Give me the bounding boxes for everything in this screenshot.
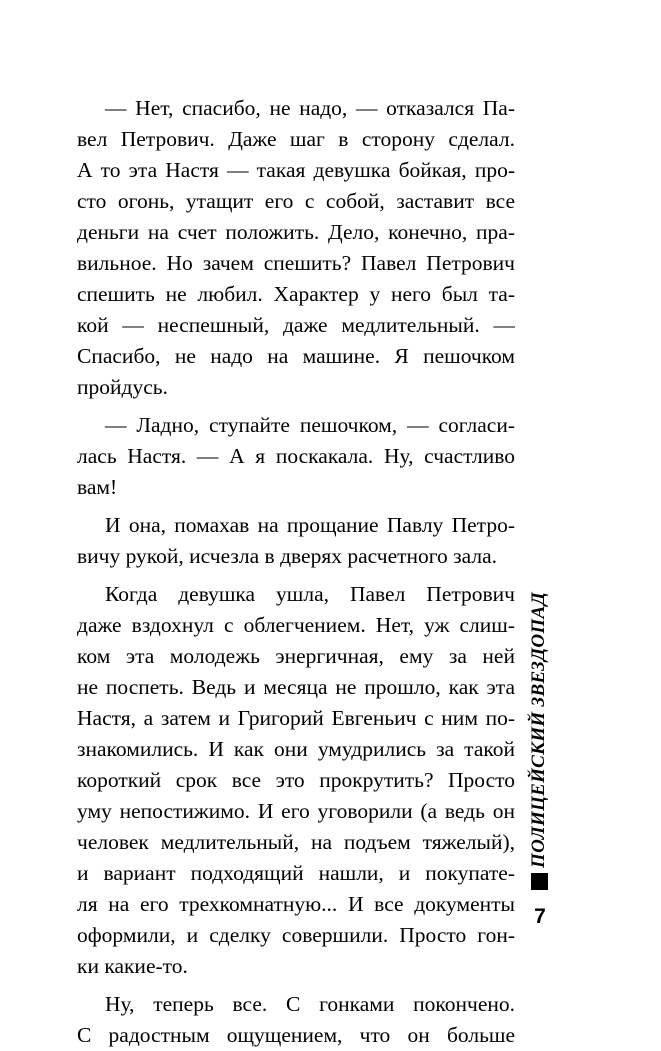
text-line: ком эта молодежь энергичная, ему за ней [77, 644, 515, 668]
text-line: сто огонь, утащит его с собой, заставит все [77, 189, 515, 213]
text-line: не поспеть. Ведь и месяца не прошло, как эта [77, 675, 515, 699]
text-line: кой — неспешный, даже медлительный. — [77, 313, 515, 337]
text-line: даже вздохнул с облегчением. Нет, уж слиш- [77, 613, 515, 637]
text-line: и вариант подходящий нашли, и покупате- [77, 861, 515, 885]
body-text [77, 93, 515, 1051]
text-line: И она, помахав на прощание Павлу Петро- [105, 513, 515, 537]
text-line: — Нет, спасибо, не надо, — отказался Па- [105, 96, 515, 120]
text-line: вам! [77, 475, 118, 499]
text-line: пройдусь. [77, 375, 168, 399]
section-marker-square [531, 873, 548, 890]
text-line: знакомились. И как они умудрились за такой [77, 737, 515, 761]
running-title: ПОЛИЦЕЙСКИЙ ЗВЕЗДОПАД [528, 591, 549, 868]
text-line: лась Настя. — А я поскакала. Ну, счастливо [77, 444, 515, 468]
text-line: вильное. Но зачем спешить? Павел Петрович [77, 251, 515, 275]
running-title-sidebar [526, 591, 552, 868]
page-number: 7 [534, 905, 546, 928]
text-line: деньги на счет положить. Дело, конечно, пра- [77, 220, 515, 244]
text-line: короткий срок все это прокрутить? Просто [77, 768, 515, 792]
text-line: ки какие-то. [77, 954, 188, 978]
text-line: Ну, теперь все. С гонками покончено. [105, 992, 515, 1016]
text-line: А то эта Настя — такая девушка бойкая, про- [77, 158, 515, 182]
text-line: С радостным ощущением, что он больше [77, 1023, 515, 1047]
text-line: Спасибо, не надо на машине. Я пешочком [77, 344, 515, 368]
text-line: оформили, и сделку совершили. Просто гон- [77, 923, 515, 947]
text-line: ля на его трехкомнатную... И все документы [77, 892, 515, 916]
text-line: Настя, а затем и Григорий Евгеньич с ним по- [77, 706, 515, 730]
text-line: Когда девушка ушла, Павел Петрович [105, 582, 515, 606]
text-line: уму непостижимо. И его уговорили (а ведь он [77, 799, 515, 823]
text-line: вичу рукой, исчезла в дверях расчетного зала. [77, 544, 498, 568]
text-line: человек медлительный, на подъем тяжелый), [77, 830, 515, 854]
text-line: — Ладно, ступайте пешочком, — согласи- [105, 413, 515, 437]
text-line: спешить не любил. Характер у него был та- [77, 282, 515, 306]
text-line: вел Петрович. Даже шаг в сторону сделал. [77, 127, 515, 151]
